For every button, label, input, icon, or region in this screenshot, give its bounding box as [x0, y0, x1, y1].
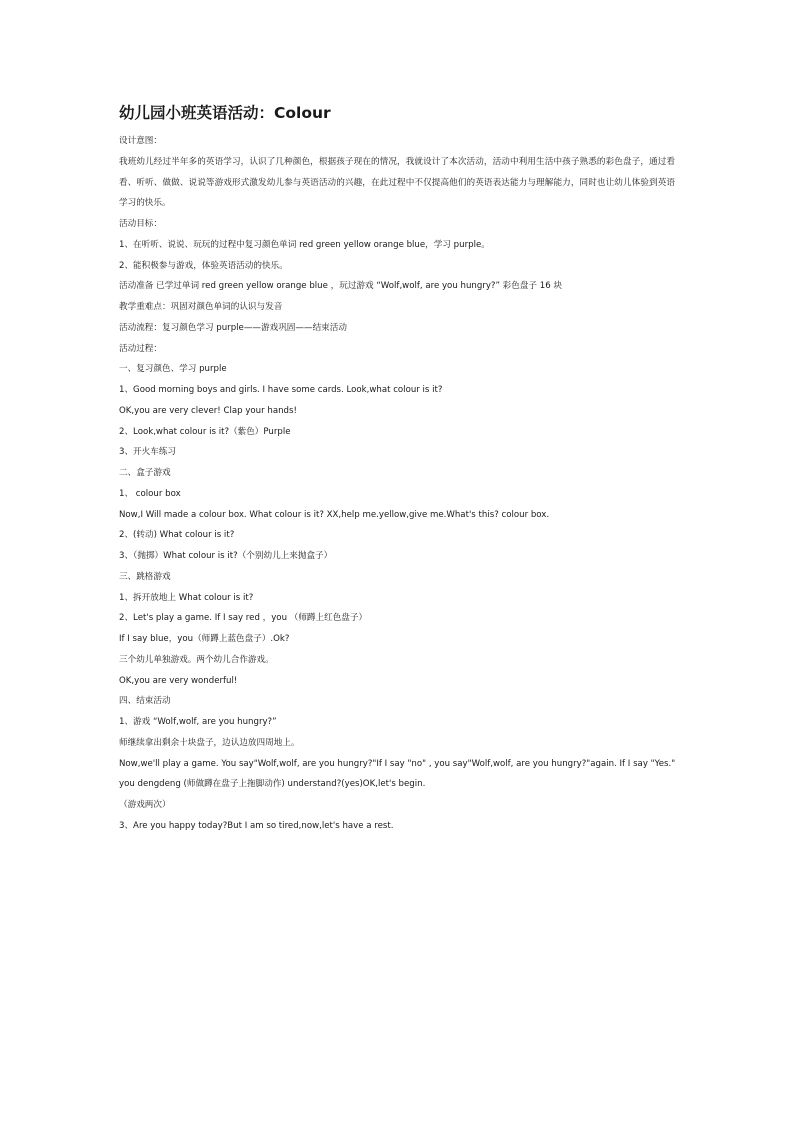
- paragraph: Now,we'll play a game. You say"Wolf,wolf, are you hungry?"If I say "no" , you say"Wolf,wolf, are you hungry?"again. If I say "Yes.": [119, 758, 676, 769]
- paragraph: If I say blue，you（师蹲上蓝色盘子）.Ok?: [119, 634, 290, 644]
- paragraph: 1、Good morning boys and girls. I have some cards. Look,what colour is it?: [119, 385, 443, 395]
- paragraph: Now,I Will made a colour box. What colour is it? XX,help me.yellow,give me.What's this? colour box.: [119, 509, 550, 520]
- paragraph: 我班幼儿经过半年多的英语学习，认识了几种颜色，根据孩子现在的情况，我就设计了本次活动，活动中利用生活中孩子熟悉的彩色盘子，通过看看、听听、做做、说说等游戏形式激发幼儿参与英语活动的兴趣，在此过程中不仅提高他们的英语表达能力与理解能力，同时也让幼儿体验到英语学习的快乐。: [119, 156, 675, 209]
- paragraph: 教学重难点：巩固对颜色单词的认识与发音: [119, 302, 283, 312]
- paragraph: 2、能积极参与游戏，体验英语活动的快乐。: [119, 260, 288, 271]
- paragraph: 设计意图：: [119, 136, 162, 146]
- paragraph: 3、Are you happy today?But I am so tired,now,let's have a rest.: [119, 820, 394, 831]
- paragraph: 1、拆开放地上 What colour is it?: [119, 592, 254, 603]
- paragraph: 四、结束活动: [119, 696, 171, 707]
- paragraph: （游戏两次）: [119, 800, 171, 810]
- paragraph: 2、Look,what colour is it?（紫色）Purple: [119, 426, 291, 437]
- paragraph: 三个幼儿单独游戏。两个幼儿合作游戏。: [119, 654, 274, 665]
- paragraph: 师继续拿出剩余十块盘子，边认边放四周地上。: [119, 737, 300, 748]
- paragraph: 二、盒子游戏: [119, 468, 171, 478]
- paragraph: you dengdeng (师做蹲在盘子上拖脚动作) understand?(yes)OK,let's begin.: [119, 779, 426, 790]
- paragraph: 3、开火车练习: [119, 447, 177, 458]
- paragraph: OK,you are very clever! Clap your hands!: [119, 405, 297, 416]
- paragraph: 2、Let's play a game. If I say red ，you （师蹲上红色盘子）: [119, 613, 368, 624]
- document-body: [119, 131, 675, 837]
- paragraph: 1、在听听、说说、玩玩的过程中复习颜色单词 red green yellow orange blue，学习 purple。: [119, 239, 490, 250]
- paragraph: 三、跳格游戏: [119, 571, 171, 582]
- paragraph: 活动流程：复习颜色学习 purple——游戏巩固——结束活动: [119, 322, 347, 333]
- paragraph: 1、 colour box: [119, 488, 181, 499]
- paragraph: 活动准备 已学过单词 red green yellow orange blue ，玩过游戏 “Wolf,wolf, are you hungry?” 彩色盘子 16 块: [119, 281, 563, 292]
- paragraph: 活动过程：: [119, 343, 162, 354]
- paragraph: 2、(转动) What colour is it?: [119, 530, 235, 541]
- paragraph: 3、（抛掷）What colour is it?（个别幼儿上来抛盒子）: [119, 551, 333, 561]
- document-title: 幼儿园小班英语活动：Colour: [119, 104, 331, 122]
- paragraph: 1、游戏 “Wolf,wolf, are you hungry?”: [119, 717, 277, 727]
- paragraph: OK,you are very wonderful!: [119, 675, 238, 686]
- paragraph: 一、复习颜色、学习 purple: [119, 364, 227, 375]
- paragraph: 活动目标：: [119, 219, 162, 229]
